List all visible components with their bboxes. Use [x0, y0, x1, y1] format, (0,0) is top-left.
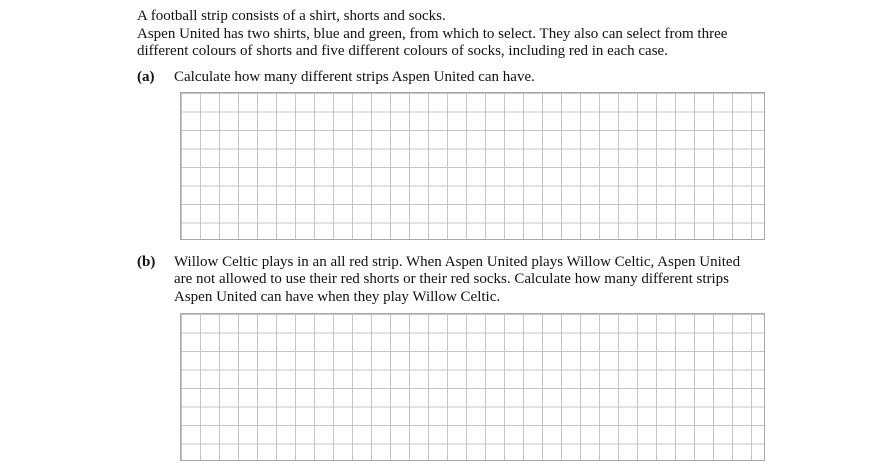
part-a-label: (a): [137, 69, 155, 85]
answer-grid-b[interactable]: [180, 313, 765, 461]
answer-grid-a[interactable]: [180, 92, 765, 240]
intro-line-2: Aspen United has two shirts, blue and green, from which to select. They also can select from three: [137, 26, 728, 42]
part-b-question-line-1: Willow Celtic plays in an all red strip. When Aspen United plays Willow Celtic, Aspen United: [174, 254, 741, 270]
part-a-question: Calculate how many different strips Aspen United can have.: [174, 69, 535, 85]
part-b-label: (b): [137, 254, 156, 270]
intro-line-1: A football strip consists of a shirt, shorts and socks.: [137, 8, 446, 24]
part-b-question-line-3: Aspen United can have when they play Willow Celtic.: [174, 289, 501, 305]
intro-line-3: different colours of shorts and five different colours of socks, including red in each case.: [137, 43, 668, 59]
part-b-question-line-2: are not allowed to use their red shorts or their red socks. Calculate how many different strips: [174, 271, 729, 287]
